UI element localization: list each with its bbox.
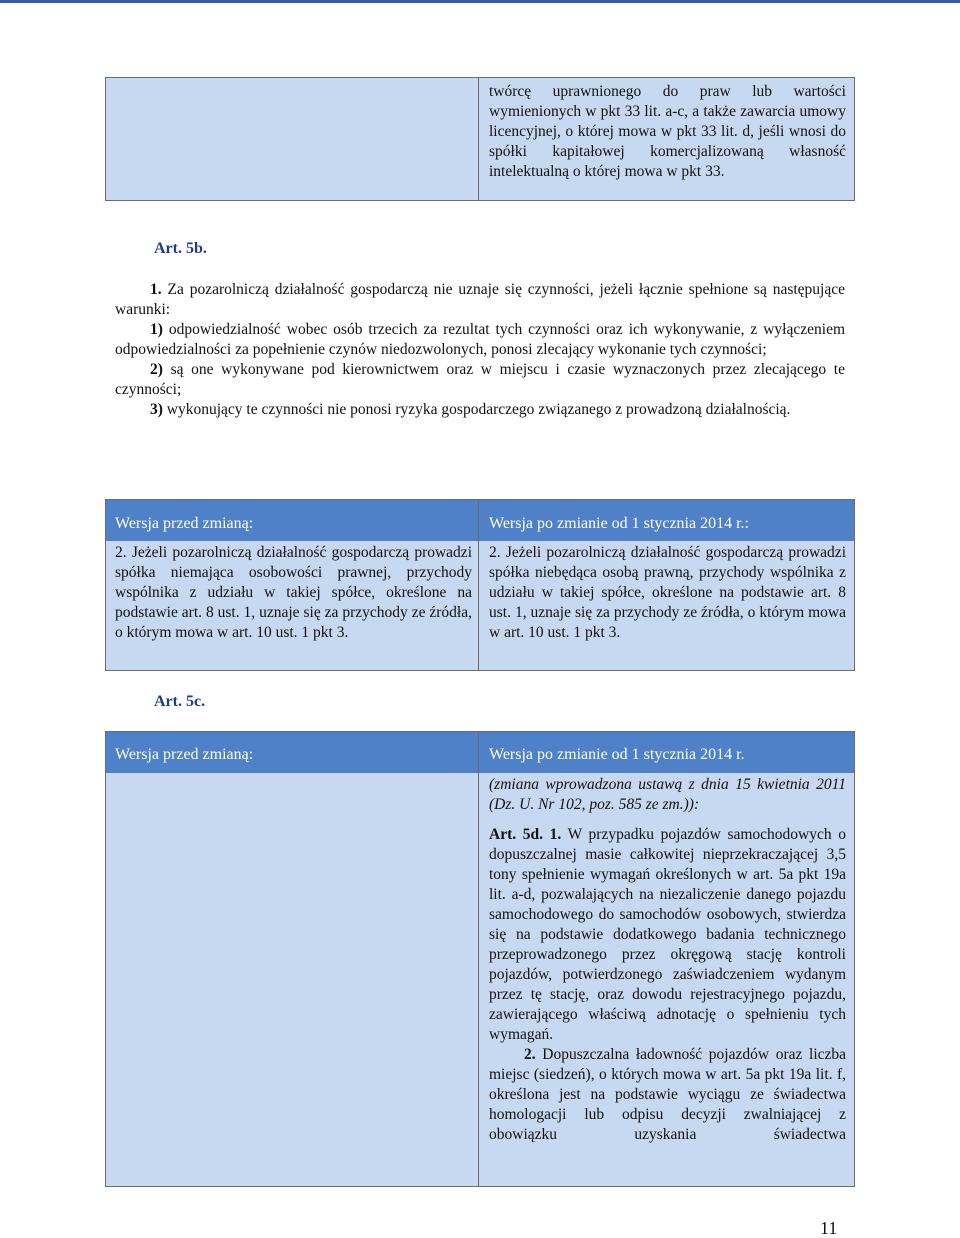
art-5d-p1-number: 1. [549, 826, 562, 843]
amendment-note-cell [489, 775, 846, 815]
after-text: 2. Jeżeli pozarolniczą działalność gospodarczą prowadzi spółka niebędąca osobą prawną, przychody wspólnika z udziału w takiej spółce, określone na podstawie art. 8 ust. 1, uznaje się za przychody ze źródła, o którym mowa w art. 10 ust. 1 pkt 3. [489, 544, 846, 641]
art-5d-p2-text: Dopuszczalna ładowność pojazdów oraz liczba miejsc (siedzeń), o których mowa w art. 5a pkt 19a lit. f, określona jest na podstawie wyciągu ze świadectwa homologacji lub odpisu decyzji zwalniającej z obowiązku uzyskania świadectwa [489, 1046, 847, 1143]
item-1-number: 1) [150, 321, 163, 338]
paragraph-1 [115, 280, 845, 320]
art-5d-paragraph-1 [489, 825, 846, 1045]
comparison-table-art-5c [105, 731, 855, 1187]
table-continuation [105, 77, 855, 201]
comparison-table-art-5b [105, 499, 855, 671]
after-cell [489, 543, 846, 643]
paragraph-1-number: 1. [150, 281, 162, 298]
article-5b-body [115, 280, 845, 420]
art-5d-p2-number: 2. [524, 1046, 536, 1063]
before-cell [115, 543, 472, 643]
item-3-text: wykonujący te czynności nie ponosi ryzyka gospodarczego związanego z prowadzoną działalnością. [166, 401, 791, 418]
paragraph-1-text: Za pozarolniczą działalność gospodarczą nie uznaje się czynności, jeżeli łącznie spełnione są następujące warunki: [115, 281, 845, 318]
item-2 [115, 360, 845, 400]
header-before: Wersja przed zmianą: [115, 746, 254, 763]
page-number: 11 [820, 1218, 838, 1238]
right-cell [489, 82, 846, 182]
top-rule [0, 0, 960, 3]
amendment-note: (zmiana wprowadzona ustawą z dnia 15 kwietnia 2011 (Dz. U. Nr 102, poz. 585 ze zm.)): [489, 776, 846, 813]
column-divider [478, 732, 479, 1186]
header-after: Wersja po zmianie od 1 stycznia 2014 r.: [489, 515, 749, 532]
column-divider [478, 78, 479, 200]
after-cell [489, 825, 846, 1145]
art-5d-label: Art. 5d. [489, 826, 543, 843]
item-3-number: 3) [150, 401, 163, 418]
item-2-number: 2) [150, 361, 163, 378]
art-5d-p1-text: W przypadku pojazdów samochodowych o dopuszczalnej masie całkowitej nieprzekraczającej 3,5 tony spełnienie wymagań określonych w art. 5a pkt 19a lit. a-d, pozwalających na niezaliczenie danego pojazdu samochodowego do samochodów osobowych, stwierdza się na podstawie dodatkowego badania technicznego przeprowadzonego przez okręgową stację kontroli pojazdów, potwierdzonego zaświadczeniem wydanym przez tę stację, oraz dowodu rejestracyjnego pojazdu, zawierającego właściwą adnotację o spełnieniu tych wymagań. [489, 826, 847, 1043]
item-2-text: są one wykonywane pod kierownictwem oraz w miejscu i czasie wyznaczonych przez zlecającego te czynności; [115, 361, 845, 398]
item-1 [115, 320, 845, 360]
article-5c-heading: Art. 5c. [154, 693, 206, 710]
before-text: 2. Jeżeli pozarolniczą działalność gospodarczą prowadzi spółka niemająca osobowości prawnej, przychody wspólnika z udziału w takiej spółce, określone na podstawie art. 8 ust. 1, uznaje się za przychody ze źródła, o którym mowa w art. 10 ust. 1 pkt 3. [115, 544, 472, 641]
header-after: Wersja po zmianie od 1 stycznia 2014 r. [489, 746, 745, 763]
header-before: Wersja przed zmianą: [115, 515, 254, 532]
column-divider [478, 500, 479, 670]
item-3 [115, 400, 845, 420]
article-5b-heading: Art. 5b. [154, 240, 207, 257]
item-1-text: odpowiedzialność wobec osób trzecich za rezultat tych czynności oraz ich wykonywanie, z wyłączeniem odpowiedzialności za popełnienie czynów niedozwolonych, ponosi zlecający wykonanie tych czynności; [115, 321, 846, 358]
right-cell-text: twórcę uprawnionego do praw lub wartości wymienionych w pkt 33 lit. a-c, a także zawarcia umowy licencyjnej, o której mowa w pkt 33 lit. d, jeśli wnosi do spółki kapitałowej komercjalizowaną własność intelektualną o której mowa w pkt 33. [489, 83, 846, 180]
art-5d-paragraph-2 [489, 1045, 846, 1145]
